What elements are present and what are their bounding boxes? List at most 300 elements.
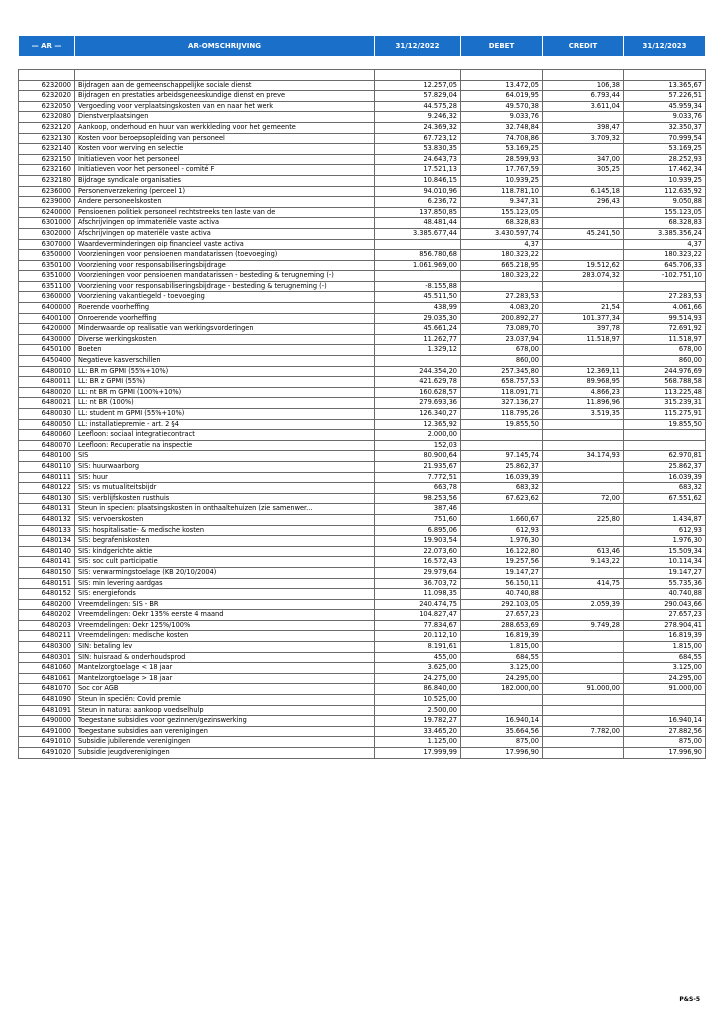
balance-2023: 17.462,34: [624, 165, 706, 176]
debit: [461, 440, 543, 451]
balance-2022: 67.723,12: [375, 133, 461, 144]
table-row: [19, 133, 706, 144]
balance-2022: 438,99: [375, 303, 461, 314]
credit: 296,43: [543, 197, 624, 208]
account-code: 6480134: [19, 536, 75, 547]
table-row: [19, 716, 706, 727]
balance-2023: 645.706,33: [624, 260, 706, 271]
credit: 3.611,04: [543, 101, 624, 112]
account-description: Leefloon: sociaal integratiecontract: [75, 430, 375, 441]
table-row: [19, 165, 706, 176]
credit: [543, 440, 624, 451]
balance-2022: 279.693,36: [375, 398, 461, 409]
balance-2023: 115.275,91: [624, 409, 706, 420]
credit: [543, 472, 624, 483]
balance-2023: 10.939,25: [624, 175, 706, 186]
account-code: 6481090: [19, 695, 75, 706]
balance-2023: 45.959,34: [624, 101, 706, 112]
account-description: LL: BR z GPMI (55%): [75, 377, 375, 388]
account-description: SIS: vs mutualiteitsbijdr: [75, 483, 375, 494]
account-description: Voorzieningen voor pensioenen mandatarissen - besteding & terugneming (-): [75, 271, 375, 282]
account-code: 6480133: [19, 525, 75, 536]
balance-2023: 16.039,39: [624, 472, 706, 483]
credit: 91.000,00: [543, 684, 624, 695]
credit: [543, 589, 624, 600]
account-code: 6480111: [19, 472, 75, 483]
credit: [543, 748, 624, 759]
credit: [543, 695, 624, 706]
account-code: 6491010: [19, 737, 75, 748]
table-row: [19, 695, 706, 706]
balance-2023: 3.385.356,24: [624, 228, 706, 239]
table-row: [19, 366, 706, 377]
balance-2023: 25.862,37: [624, 461, 706, 472]
balance-2023: [624, 281, 706, 292]
account-description: Voorziening voor responsabiliseringsbijdrage - besteding & terugneming (-): [75, 281, 375, 292]
header-ar: — AR —: [19, 36, 75, 57]
table-row: [19, 451, 706, 462]
credit: [543, 536, 624, 547]
table-row: [19, 663, 706, 674]
account-code: 6480130: [19, 493, 75, 504]
balance-2022: 6.895,06: [375, 525, 461, 536]
table-row: [19, 567, 706, 578]
balance-2022: 17.521,13: [375, 165, 461, 176]
credit: [543, 250, 624, 261]
account-code: 6480070: [19, 440, 75, 451]
account-description: SIS: soc cult participatie: [75, 557, 375, 568]
credit: [543, 652, 624, 663]
account-code: 6480050: [19, 419, 75, 430]
balance-2022: 7.772,51: [375, 472, 461, 483]
credit: [543, 504, 624, 515]
debit: 53.169,25: [461, 144, 543, 155]
account-description: SIN: betaling lev: [75, 642, 375, 653]
table-row: [19, 631, 706, 642]
balance-2022: 45.661,24: [375, 324, 461, 335]
credit: 414,75: [543, 578, 624, 589]
account-code: 6480300: [19, 642, 75, 653]
balance-2023: 62.970,81: [624, 451, 706, 462]
balance-2022: 6.236,72: [375, 197, 461, 208]
table-row: [19, 748, 706, 759]
debit: 4.083,20: [461, 303, 543, 314]
credit: 2.059,39: [543, 599, 624, 610]
account-description: SIS: huur: [75, 472, 375, 483]
account-description: Steun in specien: plaatsingskosten in onthaaltehuizen (zie samenwer...: [75, 504, 375, 515]
debit: 56.150,11: [461, 578, 543, 589]
balance-2022: 24.369,32: [375, 122, 461, 133]
account-code: 6420000: [19, 324, 75, 335]
credit: [543, 663, 624, 674]
account-description: Voorziening voor responsabiliseringsbijdrage: [75, 260, 375, 271]
debit: 17.767,59: [461, 165, 543, 176]
balance-2022: 137.850,85: [375, 207, 461, 218]
balance-2023: 10.114,34: [624, 557, 706, 568]
table-row: [19, 292, 706, 303]
balance-2022: 29.979,64: [375, 567, 461, 578]
balance-2022: 94.010,96: [375, 186, 461, 197]
credit: [543, 239, 624, 250]
table-row: [19, 345, 706, 356]
credit: 398,47: [543, 122, 624, 133]
account-code: 6491020: [19, 748, 75, 759]
balance-2023: 19.147,27: [624, 567, 706, 578]
balance-2023: 683,32: [624, 483, 706, 494]
balance-2023: 15.509,34: [624, 546, 706, 557]
accounts-table: [18, 69, 706, 759]
balance-2022: [375, 271, 461, 282]
balance-2023: 1.976,30: [624, 536, 706, 547]
debit: 3.125,00: [461, 663, 543, 674]
balance-2022: 160.628,57: [375, 387, 461, 398]
account-code: 6480011: [19, 377, 75, 388]
balance-2023: 57.226,51: [624, 91, 706, 102]
balance-2022: 98.253,56: [375, 493, 461, 504]
table-row: [19, 239, 706, 250]
account-code: 6481061: [19, 673, 75, 684]
account-code: 6480100: [19, 451, 75, 462]
balance-2023: 28.252,93: [624, 154, 706, 165]
balance-2022: 2.000,00: [375, 430, 461, 441]
account-description: SIS: verblijfskosten rusthuis: [75, 493, 375, 504]
balance-2022: 104.827,47: [375, 610, 461, 621]
credit: [543, 356, 624, 367]
balance-2022: 19.903,54: [375, 536, 461, 547]
header-balance-2022: 31/12/2022: [375, 36, 461, 57]
account-description: Afschrijvingen op materiële vaste activa: [75, 228, 375, 239]
debit: 292.103,05: [461, 599, 543, 610]
balance-2023: [624, 695, 706, 706]
credit: [543, 345, 624, 356]
account-code: 6400000: [19, 303, 75, 314]
table-row: [19, 705, 706, 716]
account-description: Subsidie jeugdverenigingen: [75, 748, 375, 759]
account-description: Bijdrage syndicale organisaties: [75, 175, 375, 186]
table-row: [19, 430, 706, 441]
credit: 305,25: [543, 165, 624, 176]
account-description: Diverse werkingskosten: [75, 334, 375, 345]
account-code: 6491000: [19, 726, 75, 737]
table-row: [19, 620, 706, 631]
debit: 73.089,70: [461, 324, 543, 335]
debit: 200.892,27: [461, 313, 543, 324]
balance-2022: [375, 239, 461, 250]
debit: 25.862,37: [461, 461, 543, 472]
debit: 118.781,10: [461, 186, 543, 197]
balance-2022: 8.191,61: [375, 642, 461, 653]
credit: [543, 716, 624, 727]
account-description: SIS: [75, 451, 375, 462]
balance-2022: 1.061.969,00: [375, 260, 461, 271]
credit: [543, 461, 624, 472]
credit: 3.519,35: [543, 409, 624, 420]
table-row: [19, 642, 706, 653]
balance-2022: 152,03: [375, 440, 461, 451]
balance-2022: 10.846,15: [375, 175, 461, 186]
balance-2023: 67.551,62: [624, 493, 706, 504]
debit: 68.328,83: [461, 218, 543, 229]
debit: [461, 430, 543, 441]
balance-2023: 1.815,00: [624, 642, 706, 653]
account-description: Voorzieningen voor pensioenen mandatarissen (toevoeging): [75, 250, 375, 261]
balance-2023: 612,93: [624, 525, 706, 536]
balance-2022: 16.572,43: [375, 557, 461, 568]
table-row: [19, 387, 706, 398]
table-row: [19, 557, 706, 568]
balance-2023: 4.061,66: [624, 303, 706, 314]
debit: 16.819,39: [461, 631, 543, 642]
credit: [543, 483, 624, 494]
account-description: SIS: verwarmingstoelage (KB 20/10/2004): [75, 567, 375, 578]
debit: 74.708,86: [461, 133, 543, 144]
debit: 16.940,14: [461, 716, 543, 727]
account-code: 6232140: [19, 144, 75, 155]
balance-2022: 12.365,92: [375, 419, 461, 430]
table-row: [19, 652, 706, 663]
credit: 72,00: [543, 493, 624, 504]
balance-2022: 48.481,44: [375, 218, 461, 229]
account-description: LL: installatiepremie - art. 2 §4: [75, 419, 375, 430]
balance-2022: 33.465,20: [375, 726, 461, 737]
table-row: [19, 684, 706, 695]
debit: 19.855,50: [461, 419, 543, 430]
balance-2023: 9.050,88: [624, 197, 706, 208]
account-description: Onroerende voorheffing: [75, 313, 375, 324]
account-code: 6480150: [19, 567, 75, 578]
credit: [543, 144, 624, 155]
account-description: SIS: kindgerichte aktie: [75, 546, 375, 557]
balance-2022: 2.500,00: [375, 705, 461, 716]
debit: 612,93: [461, 525, 543, 536]
balance-2022: 22.073,60: [375, 546, 461, 557]
debit: 180.323,22: [461, 271, 543, 282]
credit: [543, 281, 624, 292]
credit: 12.369,11: [543, 366, 624, 377]
credit: 225,80: [543, 514, 624, 525]
account-code: 6450100: [19, 345, 75, 356]
debit: 1.976,30: [461, 536, 543, 547]
balance-2022: 126.340,27: [375, 409, 461, 420]
balance-2023: 1.434,87: [624, 514, 706, 525]
balance-2022: 387,46: [375, 504, 461, 515]
account-description: Soc cor AGB: [75, 684, 375, 695]
debit: 658.757,53: [461, 377, 543, 388]
balance-2023: 113.225,48: [624, 387, 706, 398]
debit: 64.019,95: [461, 91, 543, 102]
account-description: LL: BR m GPMI (55%+10%): [75, 366, 375, 377]
credit: 21,54: [543, 303, 624, 314]
account-description: LL: nt BR m GPMI (100%+10%): [75, 387, 375, 398]
credit: 45.241,50: [543, 228, 624, 239]
balance-2023: 16.819,39: [624, 631, 706, 642]
account-code: 6239000: [19, 197, 75, 208]
credit: 7.782,00: [543, 726, 624, 737]
balance-2022: 80.900,64: [375, 451, 461, 462]
account-code: 6351100: [19, 281, 75, 292]
account-code: 6480132: [19, 514, 75, 525]
account-code: 6351000: [19, 271, 75, 282]
credit: [543, 737, 624, 748]
credit: 11.518,97: [543, 334, 624, 345]
table-row: [19, 356, 706, 367]
balance-2023: 112.635,92: [624, 186, 706, 197]
account-description: Toegestane subsidies voor gezinnen/gezinswerking: [75, 716, 375, 727]
credit: [543, 430, 624, 441]
spacer-row: [19, 70, 706, 81]
balance-2022: 10.525,00: [375, 695, 461, 706]
account-description: SIS: hospitalisatie- & medische kosten: [75, 525, 375, 536]
balance-2023: 24.295,00: [624, 673, 706, 684]
balance-2023: 17.996,90: [624, 748, 706, 759]
debit: 860,00: [461, 356, 543, 367]
balance-2023: 55.735,36: [624, 578, 706, 589]
credit: 89.968,95: [543, 377, 624, 388]
table-row: [19, 377, 706, 388]
balance-2022: 19.782,27: [375, 716, 461, 727]
account-description: SIN: huisraad & onderhoudsprod: [75, 652, 375, 663]
account-description: Bijdragen en prestaties arbeidsgeneeskundige dienst en preve: [75, 91, 375, 102]
account-code: 6307000: [19, 239, 75, 250]
balance-2023: 32.350,37: [624, 122, 706, 133]
account-description: SIS: huurwaarborg: [75, 461, 375, 472]
account-code: 6480200: [19, 599, 75, 610]
account-description: Initiatieven voor het personeel: [75, 154, 375, 165]
table-row: [19, 440, 706, 451]
debit: [461, 705, 543, 716]
table-row: [19, 546, 706, 557]
balance-2023: 684,55: [624, 652, 706, 663]
account-description: LL: student m GPMI (55%+10%): [75, 409, 375, 420]
debit: 665.218,95: [461, 260, 543, 271]
account-code: 6480152: [19, 589, 75, 600]
debit: 27.657,23: [461, 610, 543, 621]
debit: [461, 281, 543, 292]
balance-2022: 24.643,73: [375, 154, 461, 165]
balance-2023: 27.283,53: [624, 292, 706, 303]
table-row: [19, 207, 706, 218]
header-debit: DEBET: [461, 36, 543, 57]
table-row: [19, 112, 706, 123]
debit: 1.815,00: [461, 642, 543, 653]
balance-2023: 19.855,50: [624, 419, 706, 430]
account-description: Boeten: [75, 345, 375, 356]
credit: [543, 175, 624, 186]
table-row: [19, 324, 706, 335]
header-description: AR-OMSCHRIJVING: [75, 36, 375, 57]
table-row: [19, 504, 706, 515]
account-description: SIS: energiefonds: [75, 589, 375, 600]
account-description: Leefloon: Recuperatie na inspectie: [75, 440, 375, 451]
balance-2022: 29.035,30: [375, 313, 461, 324]
balance-2022: 11.098,35: [375, 589, 461, 600]
account-code: 6350100: [19, 260, 75, 271]
credit: 347,00: [543, 154, 624, 165]
credit: [543, 525, 624, 536]
account-description: SIS: begrafeniskosten: [75, 536, 375, 547]
balance-2022: -8.155,88: [375, 281, 461, 292]
debit: 16.039,39: [461, 472, 543, 483]
account-description: Kosten voor beroepsopleiding van personeel: [75, 133, 375, 144]
header-credit: CREDIT: [543, 36, 624, 57]
balance-2023: 568.788,58: [624, 377, 706, 388]
account-code: 6480140: [19, 546, 75, 557]
credit: 283.074,32: [543, 271, 624, 282]
debit: 327.136,27: [461, 398, 543, 409]
credit: 101.377,34: [543, 313, 624, 324]
table-row: [19, 101, 706, 112]
account-description: Roerende voorheffing: [75, 303, 375, 314]
balance-2023: 72.691,92: [624, 324, 706, 335]
table-row: [19, 122, 706, 133]
account-code: 6232160: [19, 165, 75, 176]
balance-2022: 1.125,00: [375, 737, 461, 748]
debit: 28.599,93: [461, 154, 543, 165]
balance-2022: 751,60: [375, 514, 461, 525]
debit: 4,37: [461, 239, 543, 250]
balance-2022: 21.935,67: [375, 461, 461, 472]
header-row: [19, 36, 706, 57]
table-row: [19, 281, 706, 292]
debit: 288.653,69: [461, 620, 543, 631]
account-code: 6302000: [19, 228, 75, 239]
account-description: Initiatieven voor het personeel - comité F: [75, 165, 375, 176]
account-code: 6480030: [19, 409, 75, 420]
table-row: [19, 144, 706, 155]
debit: 118.795,26: [461, 409, 543, 420]
table-row: [19, 197, 706, 208]
table-row: [19, 228, 706, 239]
account-code: 6232120: [19, 122, 75, 133]
table-row: [19, 313, 706, 324]
balance-2022: 3.385.677,44: [375, 228, 461, 239]
balance-2022: 663,78: [375, 483, 461, 494]
balance-2022: 421.629,78: [375, 377, 461, 388]
balance-2023: 40.740,88: [624, 589, 706, 600]
account-description: SIS: vervoerskosten: [75, 514, 375, 525]
table-row: [19, 91, 706, 102]
account-code: 6481091: [19, 705, 75, 716]
debit: 67.623,62: [461, 493, 543, 504]
account-code: 6490000: [19, 716, 75, 727]
table-row: [19, 610, 706, 621]
account-code: 6480122: [19, 483, 75, 494]
account-code: 6350000: [19, 250, 75, 261]
account-description: Andere personeelskosten: [75, 197, 375, 208]
balance-2023: 4,37: [624, 239, 706, 250]
balance-2022: 36.703,72: [375, 578, 461, 589]
table-row: [19, 599, 706, 610]
debit: 10.939,25: [461, 175, 543, 186]
credit: 34.174,93: [543, 451, 624, 462]
balance-2023: 9.033,76: [624, 112, 706, 123]
credit: [543, 567, 624, 578]
account-description: Bijdragen aan de gemeenschappelijke sociale dienst: [75, 80, 375, 91]
debit: 23.037,94: [461, 334, 543, 345]
table-row: [19, 536, 706, 547]
account-code: 6450400: [19, 356, 75, 367]
balance-2023: 13.365,67: [624, 80, 706, 91]
account-description: Subsidie jubilerende verenigingen: [75, 737, 375, 748]
balance-2022: 240.474,75: [375, 599, 461, 610]
balance-2023: [624, 430, 706, 441]
debit: 875,00: [461, 737, 543, 748]
debit: 40.740,88: [461, 589, 543, 600]
balance-2023: [624, 504, 706, 515]
balance-2023: 70.999,54: [624, 133, 706, 144]
table-row: [19, 483, 706, 494]
account-description: Steun in natura: aankoop voedselhulp: [75, 705, 375, 716]
